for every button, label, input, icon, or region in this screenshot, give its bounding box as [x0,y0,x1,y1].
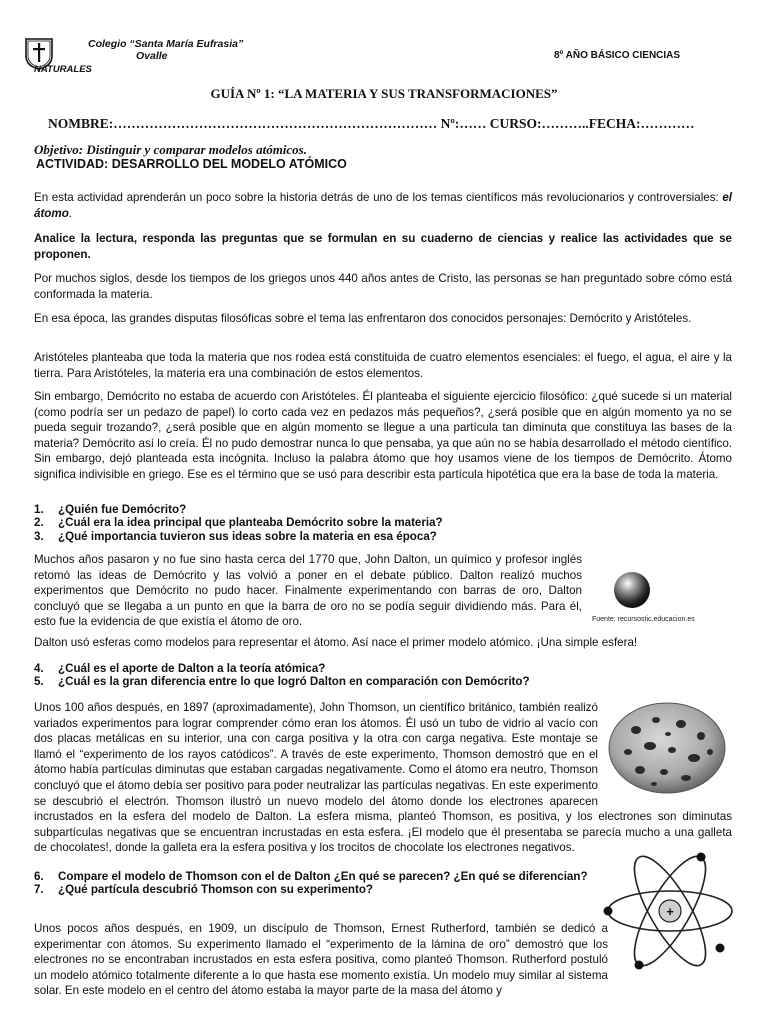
dalton-sphere-figure [612,570,652,615]
paragraph-aristotle: Aristóteles planteaba que toda la materia que nos rodea está constituida de cuatro elementos esenciales: el fuego, el agua, el aire y la tierra. Para Aristóteles, la materia era una combinación de estos elementos. [34,351,732,380]
question-4: 4. ¿Cuál es el aporte de Dalton a la teoría atómica? [34,662,326,675]
thomson-text: Unos 100 años después, en 1897 (aproximadamente), John Thomson, un científico británico, también realizó variados experimentos para lograr comprender cómo eran los átomos. Él usó un tubo de vidrio al vacío con dos placas metálicas en su interior, una con carga positiva y la otra con carga negativa. Este montaje se llamó el “experimento de los rayos catódicos”. A través de este experimento, Thomson demostró que en el átomo había partículas diminutas que estaban cargadas negativamente. Como el átomo era neutro, Thomson concluyó que el átomo debía ser positivo para poder neutralizar las partículas negativas. En este experimento se descubrió el electrón. Thomson ilustró un nuevo modelo del átomo donde los electrones aparecen incrustados en la esfera del modelo de Dalton. La esfera misma, planteó Thomson, es positiva, y los electrones son diminutas subpartículas negativas que se encuentran incrustadas en esta esfera. ¡El modelo que él presentaba se parecía mucho a una galleta de chocolates!, donde la galleta era la esfera positiva y los trocitos de chocolate los electrones negativos. [34,701,732,855]
paragraph-thomson [34,700,732,856]
paragraph-intro [34,190,732,221]
question-6: 6. Compare el modelo de Thomson con el de Dalton ¿En qué se parecen? ¿En qué se diferencian? [34,870,588,883]
sphere-caption: Fuente: recursostic.educacion.es [592,616,695,623]
intro-text: En esta actividad aprenderán un poco sobre la historia detrás de uno de los temas científicos más revolucionarios y controversiales: [34,191,723,204]
paragraph-greeks: Por muchos siglos, desde los tiempos de los griegos unos 440 años antes de Cristo, las personas se han preguntado sobre cómo está conformada la materia. [34,272,732,301]
paragraph-dalton: Muchos años pasaron y no fue sino hasta cerca del 1770 que, John Dalton, un químico y profesor inglés retomó las ideas de Demócrito y las volvió a poner en el debate público. Dalton realizó muchos experimentos que Demócrito no pudo hacer. Finalmente experimentando con barras de oro, Dalton concluyó que se llegaba a un punto en que la barra de oro no se podía seguir dividiendo más. Para él, esto fue la evidencia de que existía el átomo de oro. [34,553,582,629]
question-5: 5. ¿Cuál es la gran diferencia entre lo que logró Dalton en comparación con Demócrito? [34,675,530,689]
subject-tail: NATURALES [34,64,92,75]
intro-emphasis: el átomo [34,191,732,220]
nucleus-sign: + [666,904,674,919]
objective: Objetivo: Distinguir y comparar modelos atómicos. [34,142,307,157]
question-7: 7. ¿Qué partícula descubrió Thomson con su experimento? [34,883,374,897]
paragraph-democritus: Sin embargo, Demócrito no estaba de acuerdo con Aristóteles. Él planteaba el siguiente ejercicio filosófico: ¿qué sucede si un material (como podría ser un pedazo de papel) lo corto cada vez en pedazos más pequeños?, ¿será posible que en algún momento ya no se pueda seguir trozando?, ¿será posible que en algún momento se llegue a una partícula tan diminuta que constituya las bases de la materia? Demócrito así lo creía. Él no pudo demostrar nunca lo que pensaba, ya que aún no se había desarrollado el método científico. Sin embargo, dejó planteada esta incógnita. Incluso la palabra átomo que hoy usamos viene de los tiempos de Demócrito. Átomo significa indivisible en griego. Ese es el término que se usó para describir esta partícula hipotética que era la base de toda la materia. [34,390,732,481]
question-1: 1. ¿Quién fue Demócrito? [34,503,187,516]
paragraph-rutherford [34,921,732,999]
sphere-icon [612,570,652,610]
paragraph-disputes: En esa época, las grandes disputas filosóficas sobre el tema las enfrentaron dos conocidos personajes: Demócrito y Aristóteles. [34,312,692,325]
student-fields: NOMBRE:……………………………………………………………… Nº:…… CURSO:………..FECHA:………… [48,116,695,131]
intro-end: . [68,206,73,220]
rutherford-text: Unos pocos años después, en 1909, un discípulo de Thomson, Ernest Rutherford, también se dedicó a experimentar con átomos. Su experimento llamado el “experimento de la lámina de oro” demostró que los electrones no se encontraban incrustados en esta esfera positiva, como planteó Thomson. Rutherford postuló un modelo atómico totalmente diferente a lo que hasta ese momento existía. Un modelo muy similar al sistema solar. En este modelo en el centro del átomo estaba la mayor parte de la masa del átomo y [34,922,608,998]
guide-title: GUÍA Nº 1: “LA MATERIA Y SUS TRANSFORMACIONES” [210,86,558,101]
school-city: Ovalle [136,50,168,62]
questions-democritus [34,503,732,543]
questions-thomson [34,870,604,897]
questions-dalton [34,662,732,689]
activity-title: ACTIVIDAD: DESARROLLO DEL MODELO ATÓMICO [36,157,347,171]
paragraph-instructions: Analice la lectura, responda las preguntas que se formulan en su cuaderno de ciencias y realice las actividades que se proponen. [34,232,732,261]
question-2: 2. ¿Cuál era la idea principal que planteaba Demócrito sobre la materia? [34,516,443,530]
paragraph-dalton-spheres: Dalton usó esferas como modelos para representar el átomo. Así nace el primer modelo atómico. ¡Una simple esfera! [34,636,638,649]
thomson-cookie-figure [606,700,732,798]
question-3: 3. ¿Qué importancia tuvieron sus ideas sobre la materia en esa época? [34,529,437,543]
cookie-icon [606,700,728,796]
school-name: Colegio “Santa María Eufrasia” [88,38,244,50]
grade-label: 8º AÑO BÁSICO CIENCIAS [554,50,681,61]
